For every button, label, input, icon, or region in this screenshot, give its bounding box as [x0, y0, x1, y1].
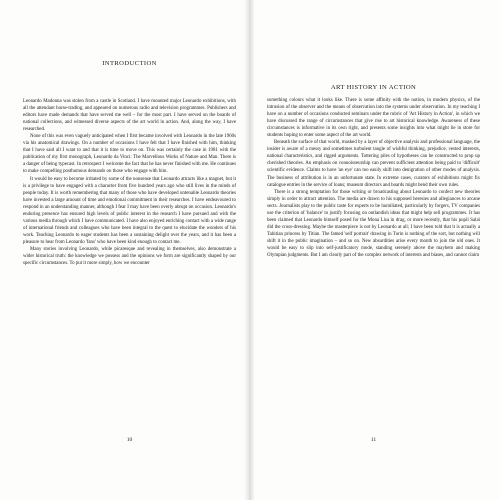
right-page: [254, 0, 500, 500]
paragraph: something colours what it looks like. There is some affinity with the notion, in modern physics, of the intrusion of the observer and the means of observation into the systems under observation. In my teaching I have on a number of occasions conducted seminars under the rubric of 'Art History in Action', in which we have discussed the range of circumstances that give rise to art historical knowledge. Awareness of these circumstances is informative in its own right, and presents some insights into what might lie in store for students hoping to enter some aspect of the art world.: [267, 98, 480, 139]
left-running-head: INTRODUCTION: [102, 60, 157, 67]
paragraph: There is a strong temptation for those writing or broadcasting about Leonardo to confect new theories simply in order to attract attention. The media are drawn to his supposed heresies and allegiances to arcane sects. Journalists play to the public taste for experts to be humiliated, particularly by forgers, TV companies use the criterion of 'balance' to justify focusing on outlandish ideas that might help sell programmes. It has been claimed that Leonardo himself posed for the Mona Lisa in drag, or more recently, that his pupil Salaì did the cross-dressing. Maybe the masterpiece is not by Leonardo at all; I have been told that it is actually a Tahitian princess by Titian. The famed 'self portrait' drawing in Turin is nothing of the sort, but nothing will shift it in the public imagination – and so on. New absurdities arise every month to join the old ones. It would be easy to slip into self-justificatory mode, standing serenely above the mayhem and making Olympian judgments. But I am clearly part of the complex network of interests and biases, and cannot claim: [267, 189, 480, 259]
right-running-head: ART HISTORY IN ACTION: [330, 84, 417, 91]
paragraph: Many stories involving Leonardo, while picaresque and revealing in themselves, also demonstrate a wider historical truth: the knowledge we possess and the opinions we form are significantly shaped by our specific circumstances. To put it more simply, how we encounter: [23, 246, 236, 267]
paragraph: It would be easy to become irritated by some of the nonsense that Leonardo attracts like a magnet, but it is a privilege to have engaged with a character from five hundred years ago who still lives in the minds of people today. It is worth remembering that many of those who have developed untenable Leonardo theories have invested a large amount of time and emotional commitment in their researches. I have endeavoured to respond in an understanding manner, although I fear I may have been overly abrupt on occasion. Leonardo's enduring presence has ensured high levels of public interest in the research I have pursued and with the various media through which I have communicated. I have also enjoyed enriching contact with a wide range of international friends and colleagues who have been integral to the quest to elucidate the wonders of his work. Teaching Leonardo to eager students has been a sustaining delight over the years, and it has been a pleasure to hear from Leonardo 'fans' who have been kind enough to contact me.: [23, 176, 236, 245]
paragraph: Leonardo Madonna was stolen from a castle in Scotland. I have mounted major Leonardo exhibitions, with all the attendant horse-trading, and appeared on numerous radio and television programmes. Publishers and editors have made demands that have served me well – for the most part. I have served on the boards of national collections, and witnessed diverse aspects of the art world in action. And, along the way, I have researched.: [23, 99, 236, 133]
right-page-number: 11: [370, 437, 377, 443]
left-page: [0, 0, 246, 500]
paragraph: None of this was even vaguely anticipated when I first became involved with Leonardo in the late 1960s via his anatomical drawings. On a number of occasions I have felt that I have finished with him, thinking that I have said all I want to and that it is time to move on. This was certainly the case in 1981 with the publication of my first monograph, Leonardo da Vinci: The Marvellous Works of Nature and Man. There is a danger of being typecast. In retrospect I welcome the fact that he has never finished with me. He continues to make compelling posthumous demands on those who engage with him.: [23, 134, 236, 175]
left-body-text: [23, 98, 236, 267]
left-page-number: 10: [126, 437, 133, 443]
paragraph: Beneath the surface of that world, masked by a layer of objective analysis and professional language, the insider is aware of a messy and sometimes turbulent tangle of wishful thinking, prejudice, vested interests, national characteristics, and rigged arguments. Tottering piles of hypotheses can be constructed to prop up cherished theories. An emphasis on connoisseurship can prevent sufficient attention being paid to 'difficult' scientific evidence. Claims to have 'an eye' can too easily shift into denigration of other modes of analysis. The business of attribution is in an unfortunate state. In extreme cases, curators of exhibitions might fix catalogue entries in the service of loans; museum directors and boards might bend their own rules.: [267, 140, 480, 188]
right-body-text: [267, 97, 480, 259]
